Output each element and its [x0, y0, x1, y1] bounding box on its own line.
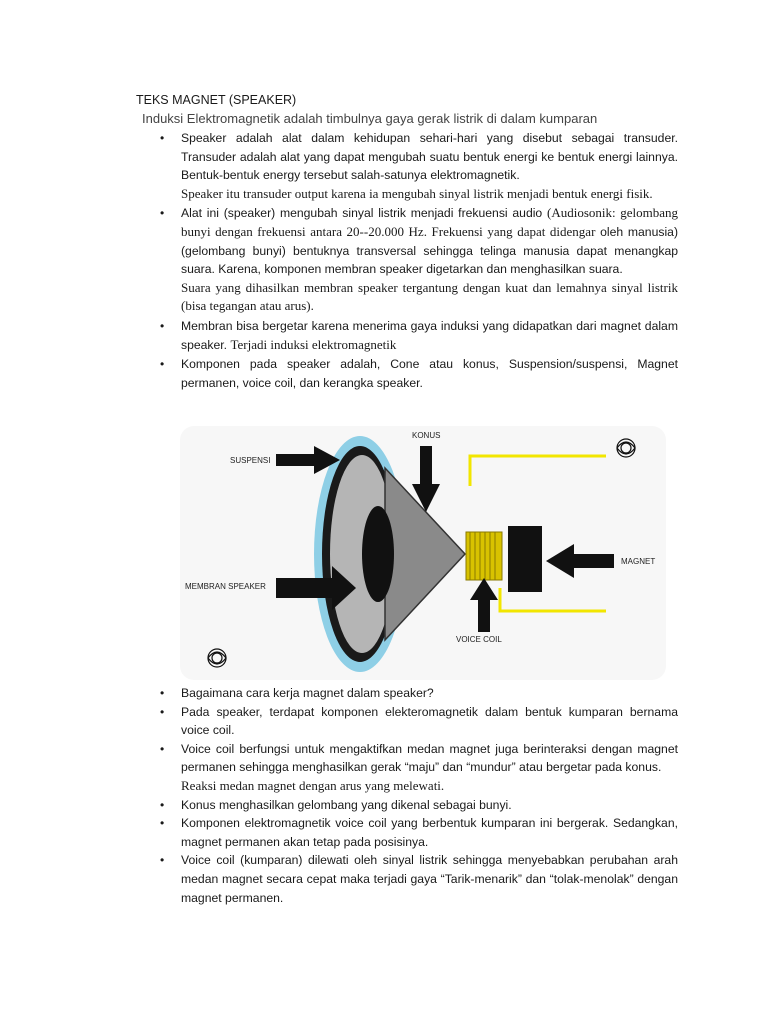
- list-item: [160, 204, 678, 316]
- page-subtitle: Induksi Elektromagnetik adalah timbulnya gaya gerak listrik di dalam kumparan: [142, 111, 598, 126]
- bullet-icon: •: [160, 131, 165, 145]
- label-membran: MEMBRAN SPEAKER: [185, 582, 266, 591]
- list-item-text-serif: (Audiosonik: gelombang bunyi dengan frekuensi antara 20--20.000 Hz. Frekuensi yang dapat didengar: [181, 205, 678, 239]
- list-item: [160, 355, 678, 392]
- list-item-text: Speaker adalah alat dalam kehidupan sehari-hari yang disebut sebagai transuder. Transuder adalah alat yang dapat mengubah suatu bentuk energi ke bentuk energi lainnya. Bentuk-bentuk energy tersebut salah-satunya elektromagnetik.: [181, 131, 678, 183]
- list-item-text: oleh manusia) (gelombang bunyi) bentuknya transversal sehingga telinga manusia dapat menangkap suara. Karena, komponen membran speaker digetarkan dan menghasilkan suara.: [181, 224, 678, 277]
- list-item-text: Komponen elektromagnetik voice coil yang berbentuk kumparan ini bergerak. Sedangkan, magnet permanen akan tetap pada posisinya.: [181, 816, 678, 849]
- list-item-text: Membran bisa bergetar karena menerima gaya induksi yang didapatkan dari magnet dalam speaker.: [181, 318, 678, 352]
- voice-coil: [466, 532, 502, 580]
- list-item: [160, 740, 678, 796]
- speaker-diagram: [180, 426, 666, 680]
- list-item: [160, 129, 678, 203]
- list-item-note: Suara yang dihasilkan membran speaker tergantung dengan kuat dan lemahnya sinyal listrik (bisa tegangan atau arus).: [181, 279, 678, 314]
- list-item-text: Voice coil berfungsi untuk mengaktifkan medan magnet juga berinteraksi dengan magnet permanen sehingga menghasilkan gerak “maju” dan “mundur” atau bergetar pada konus.: [181, 741, 678, 775]
- bullet-icon: •: [160, 797, 165, 812]
- list-item-text: Komponen pada speaker adalah, Cone atau konus, Suspension/suspensi, Magnet permanen, voice coil, dan kerangka speaker.: [181, 357, 678, 390]
- list-item-text: Voice coil (kumparan) dilewati oleh sinyal listrik sehingga menyebabkan perubahan arah medan magnet secara cepat maka terjadi gaya “Tarik-menarik” dan “tolak-menolak” dengan magnet permanen.: [181, 853, 678, 905]
- list-item: [160, 317, 678, 354]
- list-item: [160, 851, 678, 907]
- label-konus: KONUS: [412, 431, 441, 440]
- list-item: [160, 796, 678, 815]
- label-suspensi: SUSPENSI: [230, 456, 271, 465]
- bullet-icon: •: [160, 686, 165, 700]
- list-item-note: Speaker itu transuder output karena ia mengubah sinyal listrik menjadi bentuk energi fisik.: [181, 185, 653, 201]
- bullet-icon: •: [160, 853, 165, 868]
- list-item-text-block: [181, 204, 678, 278]
- list-item: [160, 814, 678, 851]
- bullet-icon: •: [160, 206, 165, 221]
- bullet-icon: •: [160, 741, 165, 756]
- bullet-icon: •: [160, 357, 165, 372]
- list-item-note: Terjadi induksi elektromagnetik: [230, 336, 397, 352]
- bullet-list-bottom: [160, 684, 678, 907]
- list-item-text: Alat ini (speaker) mengubah sinyal listrik menjadi frekuensi audio: [181, 206, 543, 221]
- bullet-icon: •: [160, 704, 165, 719]
- list-item-text: Pada speaker, terdapat komponen elekteromagnetik dalam bentuk kumparan bernama voice coil.: [181, 704, 678, 738]
- bullet-list-top: [160, 129, 678, 392]
- list-item-note: Reaksi medan magnet dengan arus yang melewati.: [181, 777, 445, 793]
- label-voice-coil: VOICE COIL: [456, 635, 502, 644]
- page-title: TEKS MAGNET (SPEAKER): [136, 93, 297, 107]
- list-item: [160, 703, 678, 740]
- dust-cap: [362, 506, 394, 602]
- label-magnet: MAGNET: [621, 557, 656, 566]
- bullet-icon: •: [160, 816, 165, 831]
- permanent-magnet: [508, 526, 542, 592]
- list-item: [160, 684, 678, 703]
- list-item-text: Konus menghasilkan gelombang yang dikenal sebagai bunyi.: [181, 797, 512, 812]
- list-item-text: Bagaimana cara kerja magnet dalam speaker?: [181, 686, 434, 700]
- bullet-icon: •: [160, 318, 165, 333]
